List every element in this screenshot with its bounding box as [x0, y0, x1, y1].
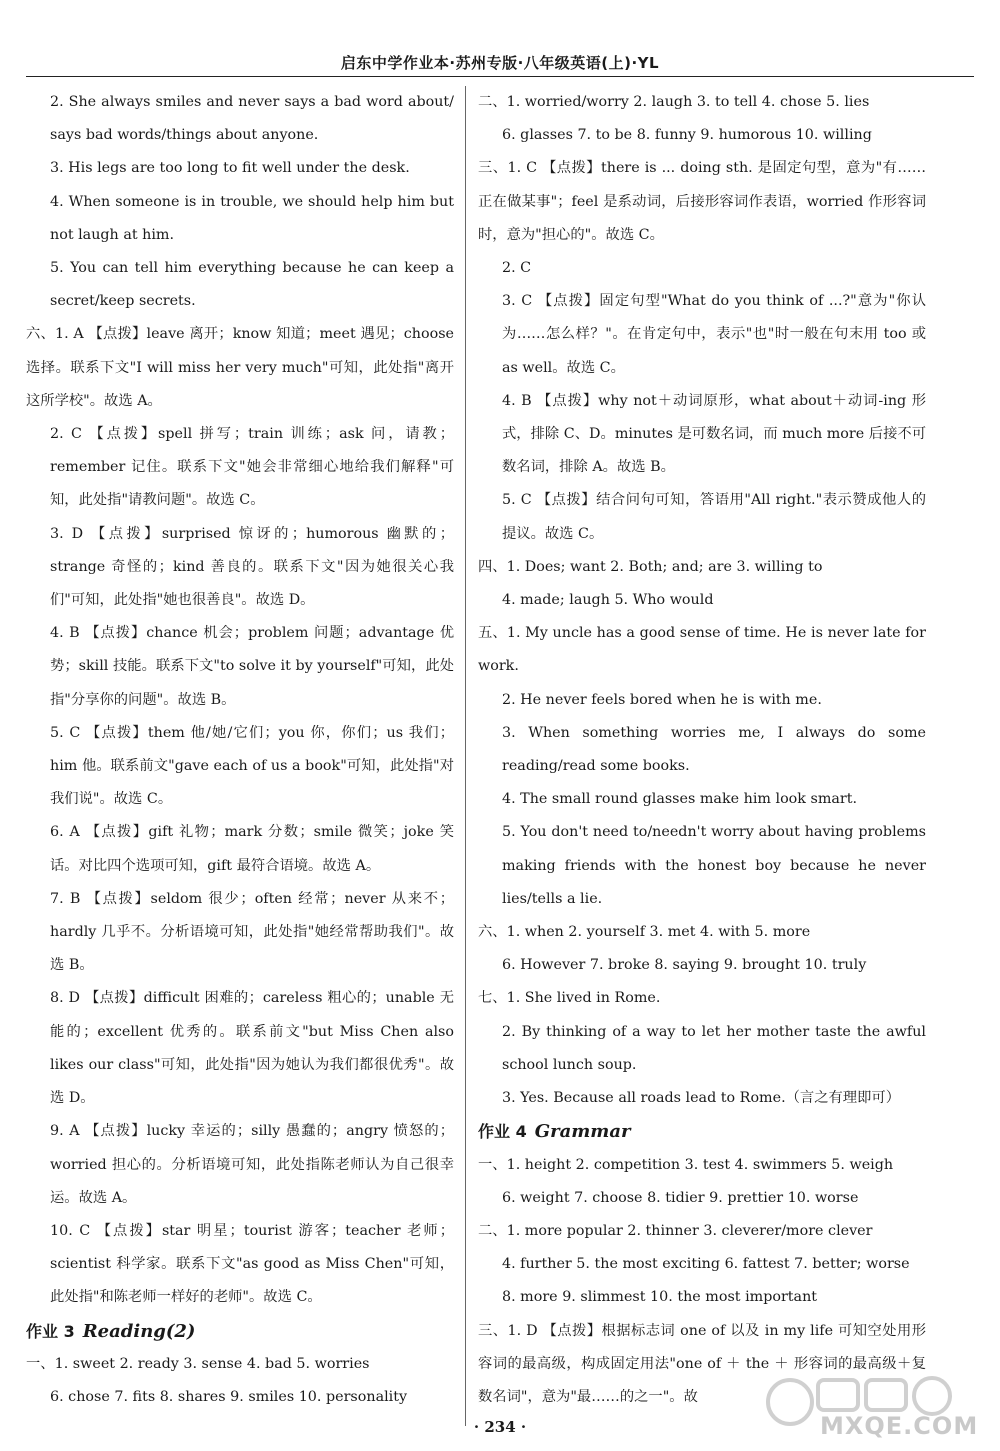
answer-paragraph-left-hw3-1: 6. chose 7. fits 8. shares 9. smiles 10. personality	[50, 1388, 408, 1405]
answer-paragraph-left-4: 六、1. A 【点拨】leave 离开；know 知道；meet 遇见；choose 选择。联系下文"I will miss her very much"可知，此处指"离开这所学校"。故选 A。	[26, 326, 454, 409]
answer-paragraph-right-15: 6. However 7. broke 8. saying 9. brought 10. truly	[502, 957, 867, 974]
answer-paragraph-left-1: 3. His legs are too long to fit well under the desk.	[50, 160, 410, 177]
section-title-homework-3: 作业 3 Reading(2)	[26, 1320, 196, 1342]
answer-paragraph-left-10: 7. B 【点拨】seldom 很少；often 经常；never 从来不；hardly 几乎不。分析语境可知，此处指"她经常帮助我们"。故选 B。	[50, 890, 454, 974]
answer-paragraph-right-hw4-0: 一、1. height 2. competition 3. test 4. swimmers 5. weigh	[478, 1156, 894, 1173]
header-rule	[26, 76, 974, 77]
column-divider	[465, 86, 466, 1426]
answer-paragraph-right-hw4-4: 8. more 9. slimmest 10. the most important	[502, 1289, 818, 1306]
answer-paragraph-left-hw3-0: 一、1. sweet 2. ready 3. sense 4. bad 5. worries	[26, 1355, 370, 1372]
answer-paragraph-right-18: 3. Yes. Because all roads lead to Rome.（言之有理即可）	[502, 1090, 900, 1107]
answer-paragraph-right-17: 2. By thinking of a way to let her mother taste the awful school lunch soup.	[502, 1023, 926, 1073]
answer-paragraph-right-hw4-5: 三、1. D 【点拨】根据标志词 one of 以及 in my life 可知空处用形容词的最高级，构成固定用法"one of ＋ the ＋ 形容词的最高级＋复数名词"，意为"最……的之一"。故	[478, 1322, 926, 1405]
answer-paragraph-left-7: 4. B 【点拨】chance 机会；problem 问题；advantage 优势；skill 技能。联系下文"to solve it by yourself"可知，此处指"分享你的问题"。故选 B。	[50, 625, 454, 708]
answer-paragraph-left-5: 2. C 【点拨】spell 拼写；train 训练；ask 问，请教；remember 记住。联系下文"她会非常细心地给我们解释"可知，此处指"请教问题"。故选 C。	[50, 426, 454, 509]
right-column	[478, 86, 926, 1414]
answer-paragraph-right-0: 二、1. worried/worry 2. laugh 3. to tell 4. chose 5. lies	[478, 94, 870, 110]
answer-paragraph-left-2: 4. When someone is in trouble, we should help him but not laugh at him.	[50, 193, 454, 243]
answer-paragraph-right-14: 六、1. when 2. yourself 3. met 4. with 5. more	[478, 924, 811, 941]
answer-paragraph-right-10: 2. He never feels bored when he is with me.	[502, 691, 822, 708]
answer-paragraph-right-1: 6. glasses 7. to be 8. funny 9. humorous 10. willing	[502, 127, 872, 144]
answer-paragraph-right-13: 5. You don't need to/needn't worry about having problems making friends with the honest boy because he never lies/tells a lie.	[502, 824, 926, 907]
answer-paragraph-right-3: 2. C	[502, 260, 532, 277]
answer-paragraph-right-7: 四、1. Does; want 2. Both; and; are 3. willing to	[478, 558, 823, 575]
left-column	[26, 86, 454, 1414]
answer-paragraph-left-9: 6. A 【点拨】gift 礼物；mark 分数；smile 微笑；joke 笑话。对比四个选项可知，gift 最符合语境。故选 A。	[50, 824, 454, 874]
answer-paragraph-right-9: 五、1. My uncle has a good sense of time. He is never late for work.	[478, 625, 926, 675]
answer-paragraph-right-8: 4. made; laugh 5. Who would	[502, 592, 714, 609]
answer-paragraph-left-11: 8. D 【点拨】difficult 困难的；careless 粗心的；unable 无能的；excellent 优秀的。联系前文"but Miss Chen also likes our class"可知，此处指"因为她认为我们都很优秀"。故选 D。	[50, 990, 454, 1107]
watermark-text: MXQE.COM	[820, 1412, 979, 1440]
answer-paragraph-right-hw4-2: 二、1. more popular 2. thinner 3. cleverer/more clever	[478, 1222, 873, 1239]
answer-paragraph-left-8: 5. C 【点拨】them 他/她/它们；you 你，你们；us 我们；him 他。联系前文"gave each of us a book"可知，此处指"对我们说"。故选 C。	[50, 724, 454, 808]
answer-paragraph-right-hw4-3: 4. further 5. the most exciting 6. fattest 7. better; worse	[502, 1256, 910, 1273]
answer-paragraph-left-6: 3. D 【点拨】surprised 惊讶的；humorous 幽默的；strange 奇怪的；kind 善良的。联系下文"因为她很关心我们"可知，此处指"她也很善良"。故选 D。	[50, 525, 454, 609]
answer-paragraph-right-5: 4. B 【点拨】why not＋动词原形，what about＋动词-ing 形式，排除 C、D。minutes 是可数名词，而 much more 后接不可数名词，排除 A。故选 B。	[502, 392, 926, 476]
page-number: · 234 ·	[473, 1418, 527, 1436]
answer-paragraph-left-12: 9. A 【点拨】lucky 幸运的；silly 愚蠢的；angry 愤怒的；worried 担心的。分析语境可知，此处指陈老师认为自己很幸运。故选 A。	[50, 1123, 454, 1206]
answer-paragraph-right-hw4-1: 6. weight 7. choose 8. tidier 9. prettier 10. worse	[502, 1189, 859, 1206]
answer-paragraph-right-2: 三、1. C 【点拨】there is ... doing sth. 是固定句型，意为"有……正在做某事"；feel 是系动词，后接形容词作表语，worried 作形容词时，意为"担心的"。故选 C。	[478, 160, 926, 243]
section-title-homework-4: 作业 4 Grammar	[478, 1121, 631, 1143]
watermark-logo	[760, 1372, 979, 1444]
answer-paragraph-right-16: 七、1. She lived in Rome.	[478, 990, 661, 1007]
answer-paragraph-right-4: 3. C 【点拨】固定句型"What do you think of ...?"意为"你认为……怎么样？"。在肯定句中，表示"也"时一般在句末用 too 或 as well。故选 C。	[502, 293, 926, 376]
answer-paragraph-left-0: 2. She always smiles and never says a bad word about/ says bad words/things about anyone.	[50, 94, 454, 144]
answer-paragraph-right-12: 4. The small round glasses make him look smart.	[502, 791, 858, 808]
answer-paragraph-right-6: 5. C 【点拨】结合问句可知，答语用"All right."表示赞成他人的提议。故选 C。	[502, 492, 926, 542]
answer-paragraph-left-13: 10. C 【点拨】star 明星；tourist 游客；teacher 老师；scientist 科学家。联系下文"as good as Miss Chen"可知，此处指"和陈老师一样好的老师"。故选 C。	[50, 1222, 454, 1306]
page-header: 启东中学作业本·苏州专版·八年级英语(上)·YL	[340, 54, 660, 72]
answer-paragraph-left-3: 5. You can tell him everything because he can keep a secret/keep secrets.	[50, 260, 454, 310]
answer-paragraph-right-11: 3. When something worries me, I always do some reading/read some books.	[502, 724, 926, 775]
